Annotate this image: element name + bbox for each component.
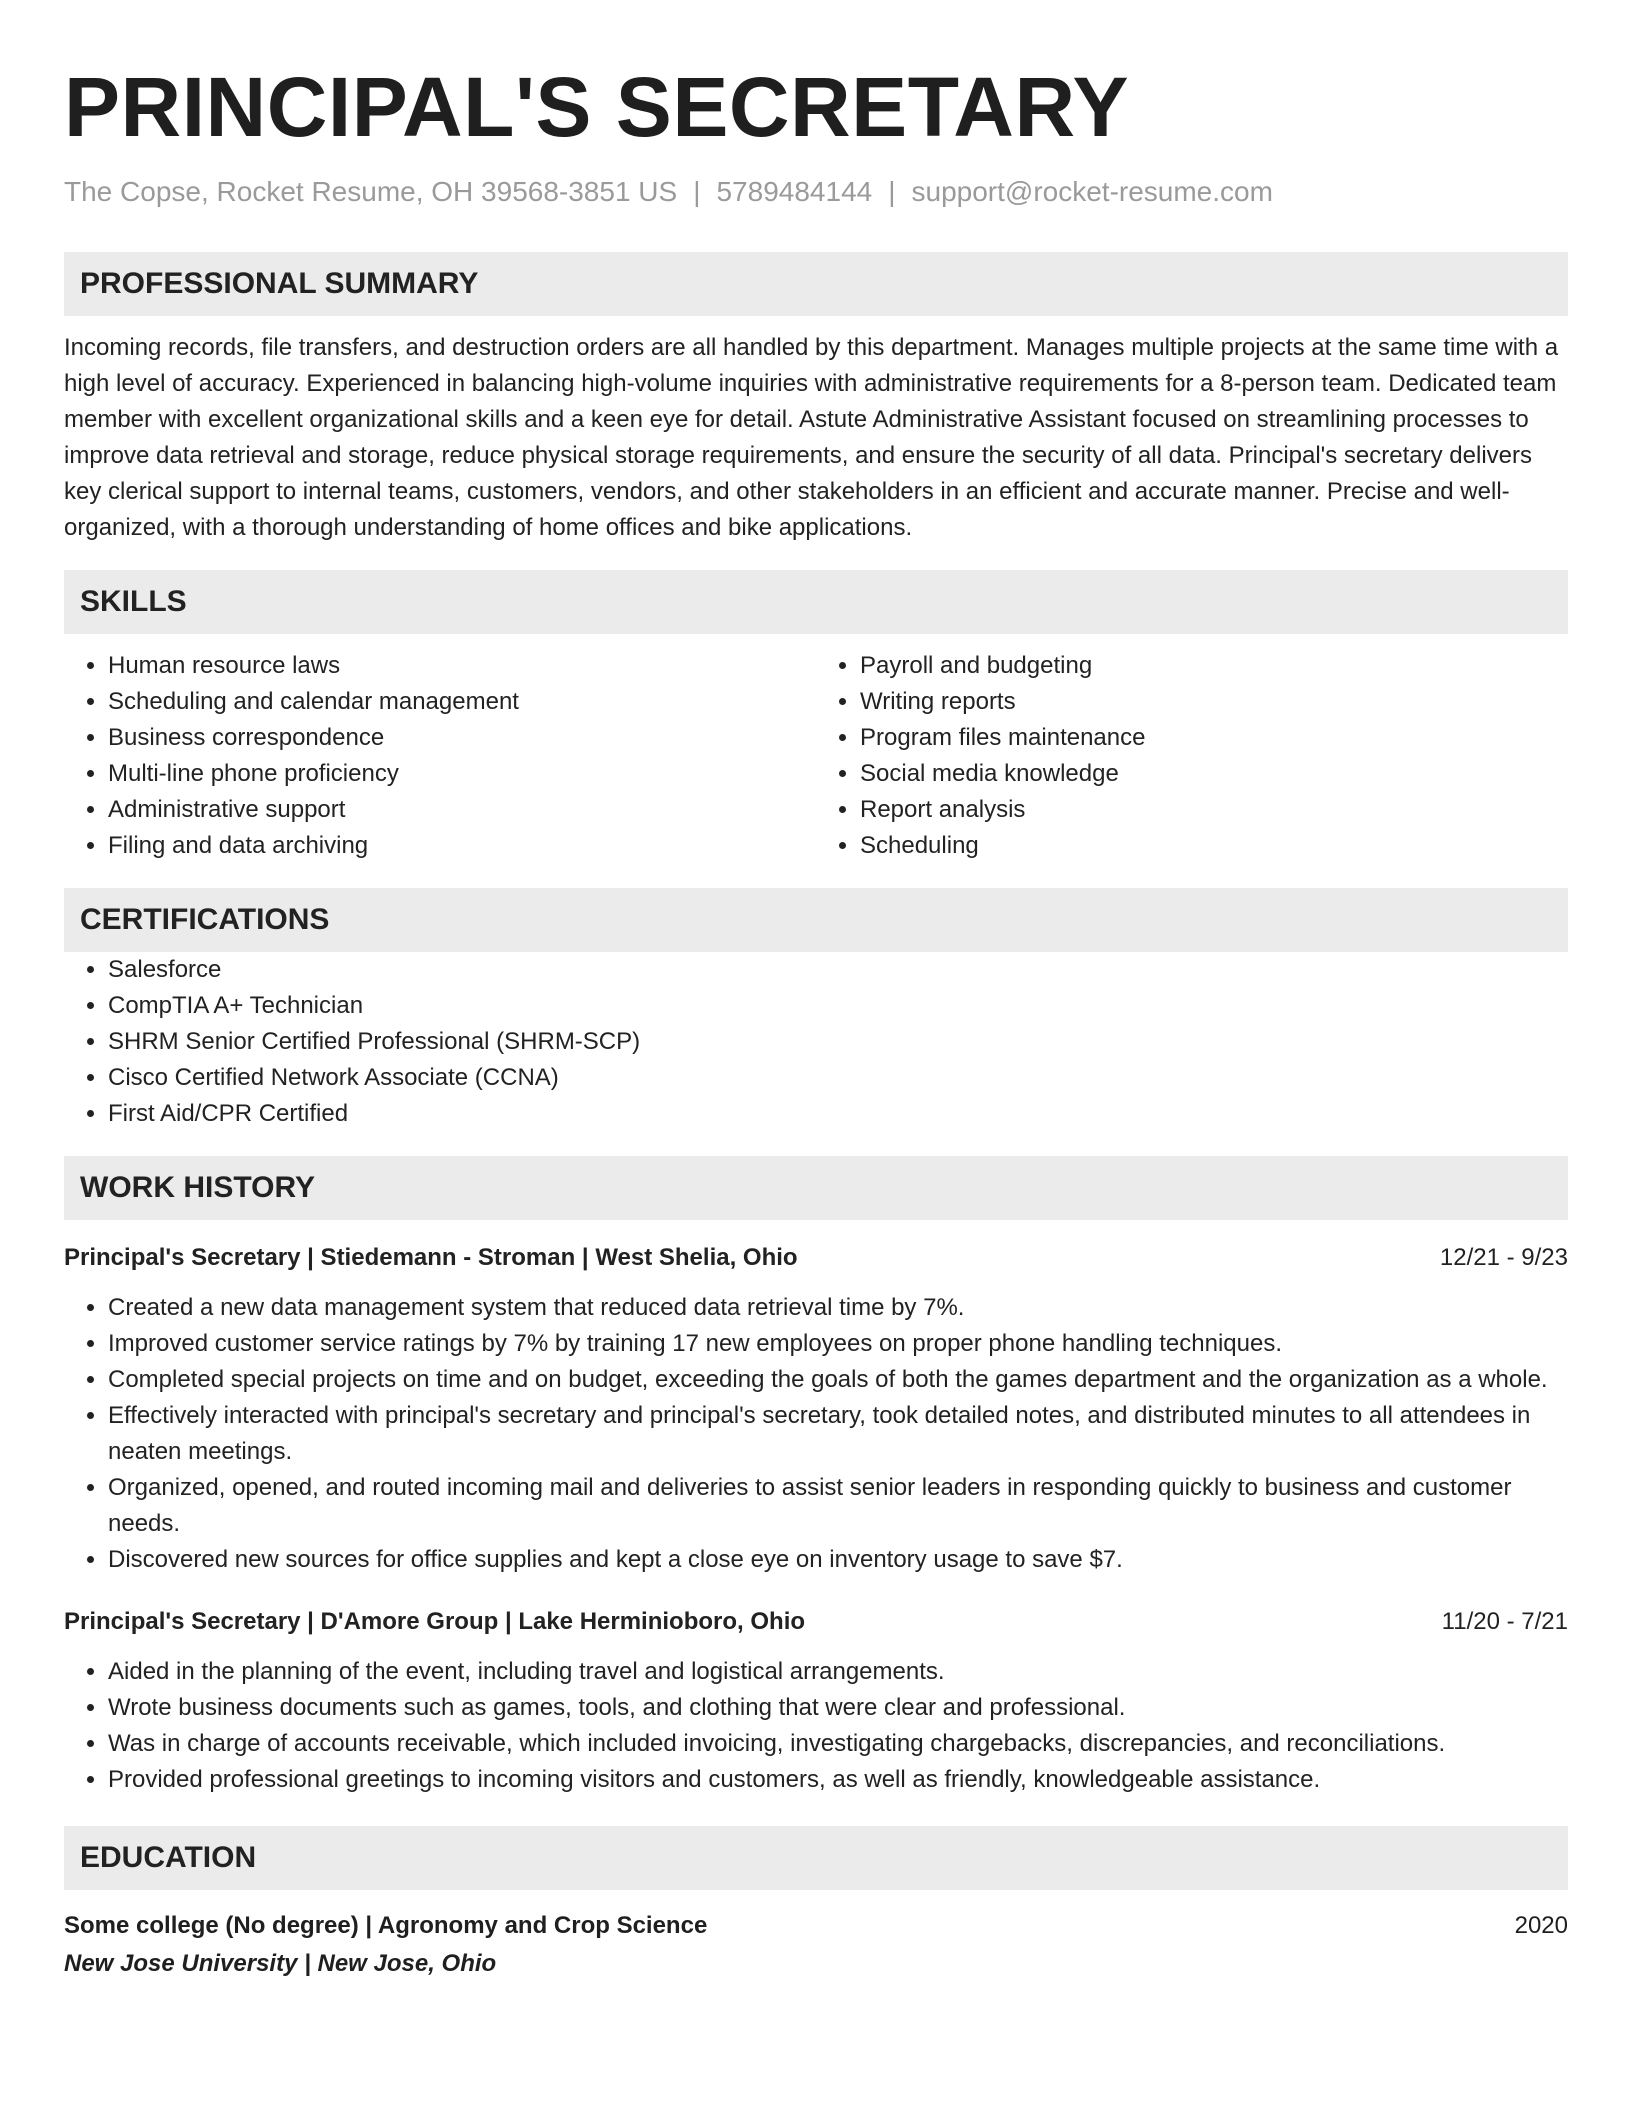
list-item: • Was in charge of accounts receivable, which included invoicing, investigating chargebacks, discrepancies, and reconciliations.	[108, 1726, 1568, 1762]
list-item: • Organized, opened, and routed incoming mail and deliveries to assist senior leaders in responding quickly to business and customer needs.	[108, 1470, 1568, 1542]
job-header	[64, 1240, 1568, 1276]
skills-heading: SKILLS	[64, 570, 1568, 634]
education-entry	[64, 1908, 1568, 1984]
job-entry	[64, 1604, 1568, 1798]
list-item: • Created a new data management system that reduced data retrieval time by 7%.	[108, 1290, 1568, 1326]
list-item: • Payroll and budgeting	[860, 648, 1568, 684]
list-item: • SHRM Senior Certified Professional (SHRM-SCP)	[108, 1024, 1568, 1060]
list-item: • Social media knowledge	[860, 756, 1568, 792]
list-item: • First Aid/CPR Certified	[108, 1096, 1568, 1132]
candidate-name: PRINCIPAL'S SECRETARY	[64, 60, 1130, 154]
certifications-heading: CERTIFICATIONS	[64, 888, 1568, 952]
contact-separator: |	[888, 176, 896, 207]
job-entry	[64, 1240, 1568, 1578]
list-item: • Discovered new sources for office supplies and kept a close eye on inventory usage to save $7.	[108, 1542, 1568, 1578]
list-item: • Program files maintenance	[860, 720, 1568, 756]
job-title: Principal's Secretary | D'Amore Group | Lake Herminioboro, Ohio	[64, 1608, 806, 1635]
skills-right-list	[816, 648, 1568, 864]
work-history-heading: WORK HISTORY	[64, 1156, 1568, 1220]
list-item: • CompTIA A+ Technician	[108, 988, 1568, 1024]
education-header	[64, 1908, 1568, 1944]
education-year: 2020	[1514, 1912, 1568, 1939]
list-item: • Writing reports	[860, 684, 1568, 720]
list-item: • Provided professional greetings to incoming visitors and customers, as well as friendly, knowledgeable assistance.	[108, 1762, 1568, 1798]
education-heading: EDUCATION	[64, 1826, 1568, 1890]
contact-email[interactable]: support@rocket-resume.com	[911, 176, 1273, 207]
list-item: • Improved customer service ratings by 7% by training 17 new employees on proper phone handling techniques.	[108, 1326, 1568, 1362]
education-degree: Some college (No degree) | Agronomy and Crop Science	[64, 1912, 708, 1939]
contact-phone: 5789484144	[716, 176, 873, 207]
list-item: • Scheduling and calendar management	[108, 684, 816, 720]
list-item: • Salesforce	[108, 952, 1568, 988]
job-bullets	[64, 1654, 1568, 1798]
skills-grid	[64, 648, 1568, 864]
job-dates: 11/20 - 7/21	[1441, 1608, 1568, 1635]
job-dates: 12/21 - 9/23	[1439, 1244, 1568, 1271]
list-item: • Effectively interacted with principal's secretary and principal's secretary, took detailed notes, and distributed minutes to all attendees in neaten meetings.	[108, 1398, 1568, 1470]
list-item: • Report analysis	[860, 792, 1568, 828]
summary-heading: PROFESSIONAL SUMMARY	[64, 252, 1568, 316]
list-item: • Human resource laws	[108, 648, 816, 684]
list-item: • Business correspondence	[108, 720, 816, 756]
education-school: New Jose University | New Jose, Ohio	[64, 1950, 497, 1977]
contact-separator: |	[693, 176, 701, 207]
skills-left-list	[64, 648, 816, 864]
job-title: Principal's Secretary | Stiedemann - Stroman | West Shelia, Ohio	[64, 1244, 798, 1271]
list-item: • Filing and data archiving	[108, 828, 816, 864]
contact-address: The Copse, Rocket Resume, OH 39568-3851 US	[64, 176, 678, 207]
list-item: • Cisco Certified Network Associate (CCNA)	[108, 1060, 1568, 1096]
list-item: • Multi-line phone proficiency	[108, 756, 816, 792]
job-header	[64, 1604, 1568, 1640]
list-item: • Aided in the planning of the event, including travel and logistical arrangements.	[108, 1654, 1568, 1690]
list-item: • Wrote business documents such as games, tools, and clothing that were clear and professional.	[108, 1690, 1568, 1726]
summary-text: Incoming records, file transfers, and destruction orders are all handled by this department. Manages multiple projects at the same time with a high level of accuracy. Experienced in balancing high-volume inquiries with administrative requirements for a 8-person team. Dedicated team member with excellent organizational skills and a keen eye for detail. Astute Administrative Assistant focused on streamlining processes to improve data retrieval and storage, reduce physical storage requirements, and ensure the security of all data. Principal's secretary delivers key clerical support to internal teams, customers, vendors, and other stakeholders in an efficient and accurate manner. Precise and well-organized, with a thorough understanding of home offices and bike applications.	[64, 334, 1559, 541]
list-item: • Administrative support	[108, 792, 816, 828]
list-item: • Scheduling	[860, 828, 1568, 864]
list-item: • Completed special projects on time and on budget, exceeding the goals of both the games department and the organization as a whole.	[108, 1362, 1568, 1398]
certifications-list	[64, 952, 1568, 1132]
job-bullets	[64, 1290, 1568, 1578]
contact-line	[64, 172, 1568, 212]
